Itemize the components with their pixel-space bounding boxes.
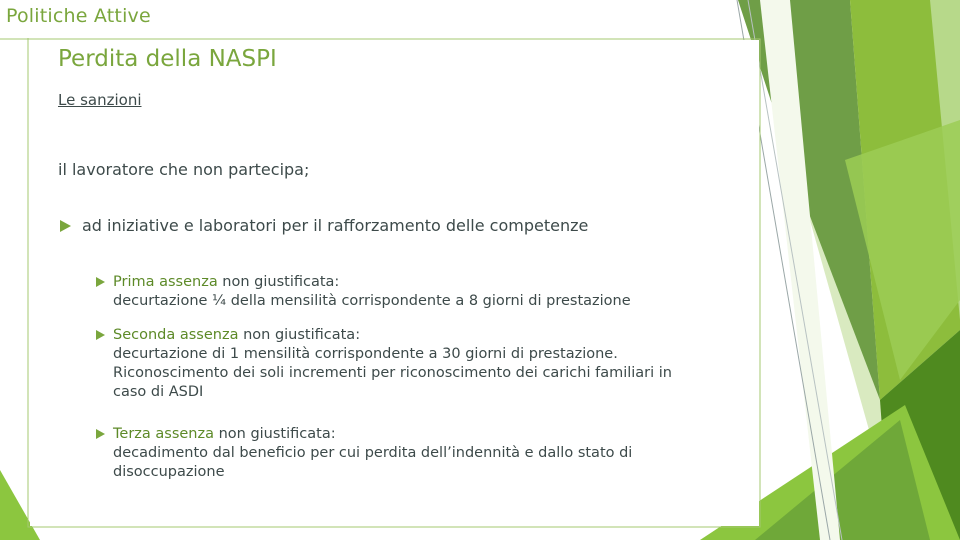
bullet-arrow-icon <box>96 330 105 340</box>
item-line: disoccupazione <box>113 464 225 480</box>
intro-text: il lavoratore che non partecipa; <box>58 160 310 179</box>
item-lead: Seconda assenza <box>113 327 239 343</box>
item-line: caso di ASDI <box>113 384 204 400</box>
item-rest: non giustificata: <box>238 327 361 343</box>
bullet-arrow-icon <box>60 220 71 232</box>
item-lead: Prima assenza <box>113 274 218 290</box>
slide-subtitle: Le sanzioni <box>58 91 142 109</box>
slide-title: Perdita della NASPI <box>58 46 277 72</box>
item-rest: non giustificata: <box>217 274 340 290</box>
bullet-arrow-icon <box>96 277 105 287</box>
item-rest: non giustificata: <box>213 426 336 442</box>
header-title: Politiche Attive <box>6 5 151 27</box>
item-line: decurtazione di 1 mensilità corrispondente a 30 giorni di prestazione. <box>113 346 618 362</box>
main-bullet-text: ad iniziative e laboratori per il rafforzamento delle competenze <box>82 216 589 235</box>
item-line: Riconoscimento dei soli incrementi per riconoscimento dei carichi familiari in <box>113 365 672 381</box>
item-line: decadimento dal beneficio per cui perdita dell’indennità e dallo stato di <box>113 445 633 461</box>
bullet-arrow-icon <box>96 429 105 439</box>
item-line: decurtazione ¼ della mensilità corrispondente a 8 giorni di prestazione <box>113 293 631 309</box>
item-lead: Terza assenza <box>113 426 214 442</box>
